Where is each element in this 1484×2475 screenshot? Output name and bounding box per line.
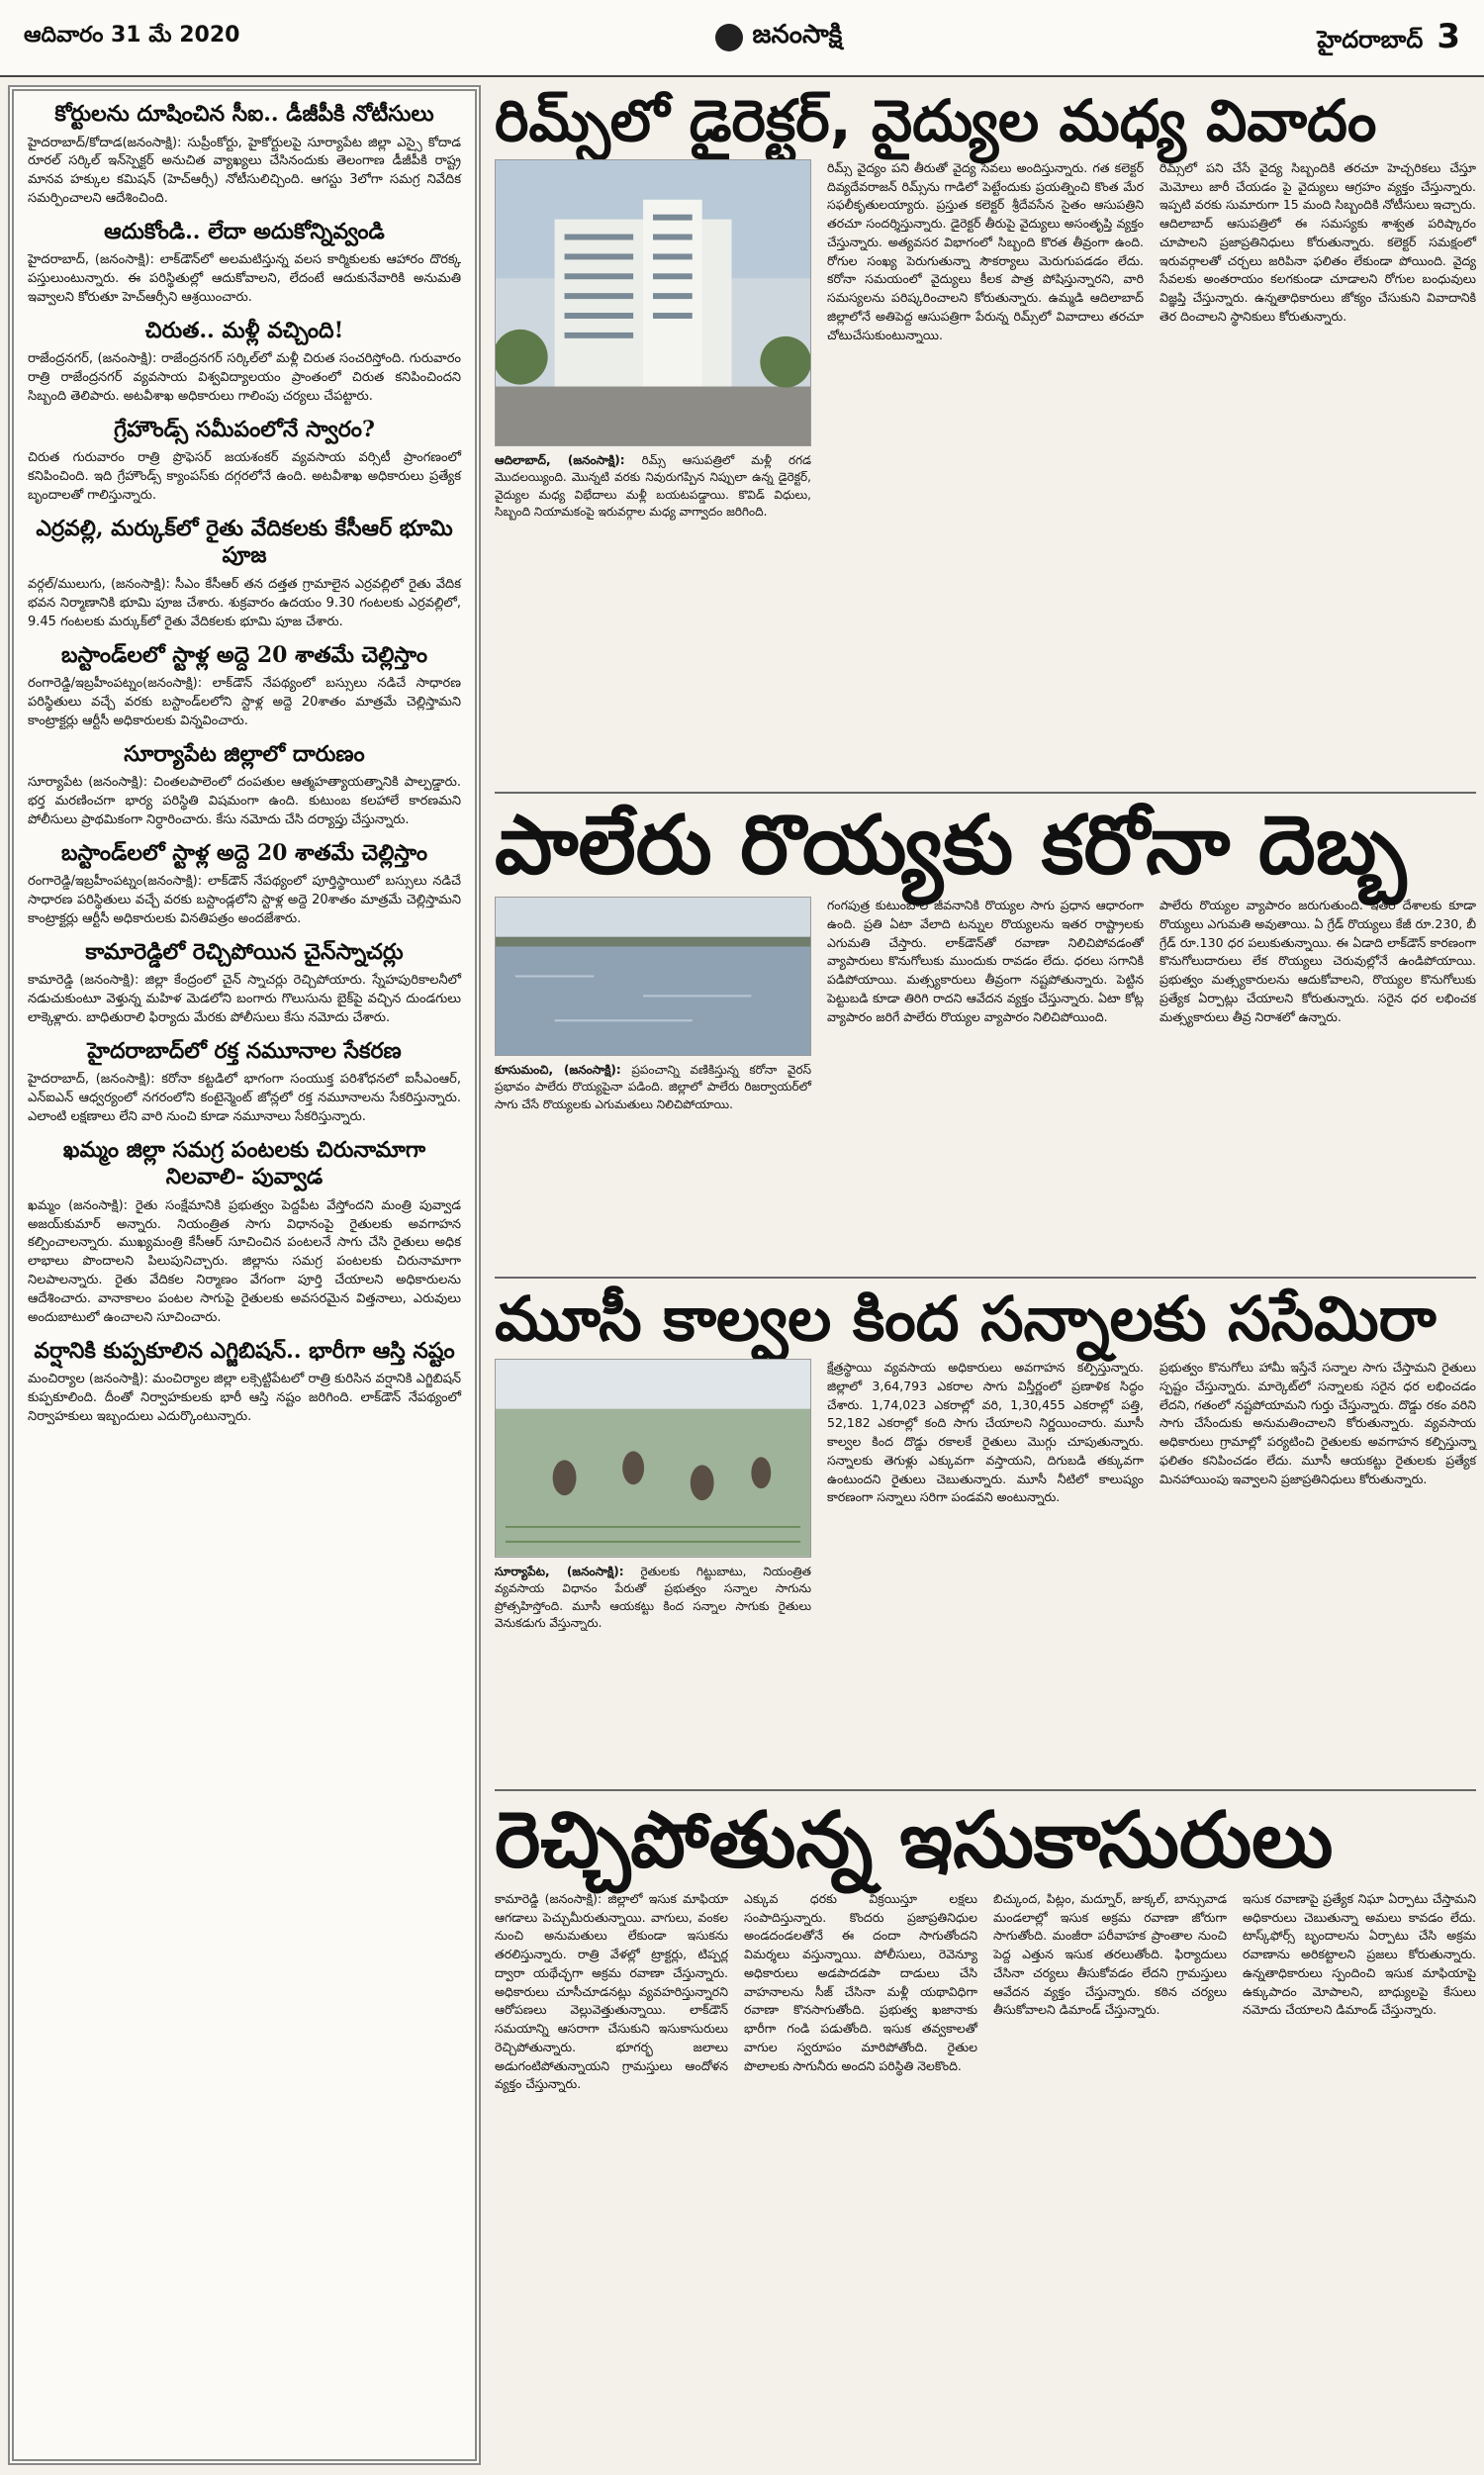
- story-divider: [495, 1789, 1476, 1791]
- brief-item: [28, 417, 461, 506]
- page-info: [1317, 17, 1460, 59]
- photo-caption: [495, 452, 811, 522]
- page-number: 3: [1437, 16, 1460, 56]
- story-text-column: రిమ్స్ వైద్యం పని తీరుతో వైద్య సేవలు అందిస్తున్నారు. గత కలెక్టర్ దివ్యదేవరాజన్ రిమ్స్‌ను గాడిలో పెట్టేందుకు ప్రయత్నించి కొంత మేర సఫలీకృతులయ్యారు. ప్రస్తుత కలెక్టర్ శ్రీదేవసేన సైతం ఆసుపత్రిని తరచూ సందర్శిస్తున్నారు. డైరెక్టర్ తీరుపై వైద్యులు అసంతృప్తి వ్యక్తం చేస్తున్నారు. అత్యవసర విభాగంలో సిబ్బంది కొరత తీవ్రంగా ఉంది. రోగుల సంఖ్య పెరుగుతున్నా సౌకర్యాలు మెరుగుపడడం లేదు. కరోనా సమయంలో వైద్యులు కీలక పాత్ర పోషిస్తున్నారని, వారి సమస్యలను పరిష్కరించాలని కోరుతున్నారు. ఉమ్మడి ఆదిలాబాద్ జిల్లాలోనే అతిపెద్ద ఆసుపత్రిగా పేరున్న రిమ్స్‌లో వివాదాలు తరచూ చోటుచేసుకుంటున్నాయి.: [827, 159, 1144, 342]
- brief-title: ఎర్రవల్లి, మర్కుక్‌లో రైతు వేదికలకు కేసీఆర్ భూమి పూజ: [36, 515, 453, 569]
- story-text-column: గంగపుత్ర కుటుంబాల జీవనానికి రొయ్యల సాగు ప్రధాన ఆధారంగా ఉంది. ప్రతి ఏటా వేలాది టన్నుల రొయ్యలను ఇతర రాష్ట్రాలకు ఎగుమతి చేస్తారు. లాక్‌డౌన్‌తో రవాణా నిలిచిపోవడంతో వ్యాపారులు కొనుగోలుకు ముందుకు రావడం లేదు. ధరలు సగానికి పడిపోయాయి. మత్స్యకారులు తీవ్రంగా నష్టపోతున్నారు. పెట్టిన పెట్టుబడి కూడా తిరిగి రాదని ఆవేదన వ్యక్తం చేస్తున్నారు. ఏటా కోట్ల వ్యాపారం జరిగే పాలేరు రొయ్యల వ్యాపారం నిలిచిపోయింది.: [827, 898, 1144, 1024]
- story-headline: మూసీ కాల్వల కింద సన్నాలకు ససేమిరా: [495, 1283, 1437, 1355]
- story-headline: రెచ్చిపోతున్న ఇసుకాసురులు: [495, 1796, 1334, 1885]
- briefs-column: [8, 85, 481, 2465]
- brief-title: కామారెడ్డిలో రెచ్చిపోయిన చైన్‌స్నాచర్లు: [85, 938, 404, 965]
- brief-item: [28, 1038, 461, 1127]
- brief-title: చిరుత.. మళ్లీ వచ్చింది!: [144, 317, 344, 343]
- brief-body: హైదరాబాద్, (జనంసాక్షి): కరోనా కట్టడిలో భాగంగా సంయుక్త పరిశోధనలో ఐసీఎంఆర్, ఎన్ఐఎన్ ఆధ్వర్యంలో నగరంలోని కంటైన్మెంట్ జోన్లలో రక్త నమూనాలను సేకరిస్తున్నారు. ఎలాంటి లక్షణాలు లేని వారి నుంచి కూడా నమూనాలు సేకరిస్తున్నారు.: [28, 1072, 461, 1124]
- story-photo-column: [495, 159, 811, 522]
- brief-body: కామారెడ్డి (జనంసాక్షి): జిల్లా కేంద్రంలో చైన్ స్నాచర్లు రెచ్చిపోయారు. స్నేహపురికాలనీలో నడుచుకుంటూ వెళ్తున్న మహిళ మెడలోని బంగారు గొలుసును బైక్‌పై వచ్చిన దుండగులు లాక్కెళ్లారు. బాధితురాలి ఫిర్యాదు మేరకు పోలీసులు కేసు నమోదు చేశారు.: [28, 973, 461, 1025]
- brief-item: [28, 516, 461, 632]
- brief-title: ఖమ్మం జిల్లా సమగ్ర పంటలకు చిరునామాగా నిలవాలి- పువ్వాడ: [62, 1136, 426, 1190]
- story-text-column: రిమ్స్‌లో పని చేసే వైద్య సిబ్బందికి తరచూ హెచ్చరికలు చేస్తూ మెమోలు జారీ చేయడం పై వైద్యులు ఆగ్రహం వ్యక్తం చేస్తున్నారు. ఇప్పటి వరకు సుమారుగా 15 మంది సిబ్బందికి నోటీసులు ఇచ్చారు. ఆదిలాబాద్ ఆసుపత్రిలో ఈ సమస్యకు శాశ్వత పరిష్కారం చూపాలని ప్రజాప్రతినిధులు కోరుతున్నారు. కలెక్టర్ సమక్షంలో ఇరువర్గాలతో చర్చలు జరిపినా ఫలితం లేకుండా పోయింది. వైద్య సేవలకు అంతరాయం కలగకుండా చూడాలని రోగుల బంధువులు విజ్ఞప్తి చేస్తున్నారు. ఉన్నతాధికారులు జోక్యం చేసుకుని వివాదానికి తెర దించాలని స్థానికులు కోరుతున్నారు.: [1159, 159, 1476, 324]
- story-photo-column: [495, 897, 811, 1113]
- brief-item: [28, 318, 461, 407]
- brief-title: బస్టాండ్‌లలో స్టాళ్ల అద్దె 20 శాతమే చెల్లిస్తాం: [60, 641, 427, 668]
- story-musi: [495, 1283, 1476, 1781]
- caption-text: రిమ్స్ ఆసుపత్రిలో మళ్లీ రగడ మొదలయ్యింది. మొన్నటి వరకు నివురుగప్పిన నిప్పులా ఉన్న డైరెక్టర్, వైద్యుల మధ్య విభేదాలు మళ్లీ బయటపడ్డాయి. కొవిడ్ విధులు, సిబ్బంది నియామకంపై ఇరువర్గాల మధ్య వాగ్వాదం జరిగింది.: [495, 453, 811, 520]
- brief-item: [28, 219, 461, 308]
- brief-body: రంగారెడ్డి/ఇబ్రహీంపట్నం(జనంసాక్షి): లాక్‌డౌన్ నేపథ్యంలో బస్సులు నడిచే సాధారణ పరిస్థితులు వచ్చే వరకు బస్టాండ్‌లలోని స్టాళ్ల అద్దె 20శాతం మాత్రమే చెల్లిస్తామని కాంట్రాక్టర్లు ఆర్టీసీ అధికారులకు విన్నవించారు.: [28, 676, 461, 728]
- brief-body: రంగారెడ్డి/ఇబ్రహీంపట్నం(జనంసాక్షి): లాక్‌డౌన్ నేపథ్యంలో పూర్తిస్థాయిలో బస్సులు నడిచే సాధారణ పరిస్థితులు వచ్చే వరకు బస్టాండ్లలోని స్టాళ్ల అద్దె 20శాతం మాత్రమే చెల్లిస్తామని కాంట్రాక్టర్లు ఆర్టీసీ అధికారులకు వినతిపత్రం అందజేశారు.: [28, 874, 461, 926]
- story-text-column: బిచ్కుంద, పిట్లం, మద్నూర్, జుక్కల్, బాన్సువాడ మండలాల్లో ఇసుక అక్రమ రవాణా జోరుగా సాగుతోంది. మంజీరా పరీవాహక ప్రాంతాల నుంచి పెద్ద ఎత్తున ఇసుక తరలుతోంది. ఫిర్యాదులు చేసినా చర్యలు తీసుకోవడం లేదని గ్రామస్తులు ఆవేదన వ్యక్తం చేస్తున్నారు. కఠిన చర్యలు తీసుకోవాలని డిమాండ్ చేస్తున్నారు.: [993, 1890, 1227, 2018]
- edition-city: హైదరాబాద్: [1317, 25, 1424, 53]
- story-text-column: ఇసుక రవాణాపై ప్రత్యేక నిఘా ఏర్పాటు చేస్తామని అధికారులు చెబుతున్నా అమలు కావడం లేదు. టాస్క్‌ఫోర్స్ బృందాలను ఏర్పాటు చేసి అక్రమ రవాణాను అరికట్టాలని ప్రజలు కోరుతున్నారు. ఉన్నతాధికారులు స్పందించి ఇసుక మాఫియాపై ఉక్కుపాదం మోపాలని, బాధ్యులపై కేసులు నమోదు చేయాలని డిమాండ్ చేస్తున్నారు.: [1243, 1890, 1476, 2018]
- story-text-column: పాలేరు రొయ్యల వ్యాపారం జరుగుతుంది. ఇతర దేశాలకు కూడా రొయ్యలు ఎగుమతి అవుతాయి. ఏ గ్రేడ్ రొయ్యలు కేజీ రూ.230, బీ గ్రేడ్ రూ.130 ధర పలుకుతున్నాయి. ఈ ఏడాది లాక్‌డౌన్ కారణంగా కొనుగోలుదారులు లేక రొయ్యలు చెరువుల్లోనే ఉండిపోయాయి. ప్రభుత్వం మత్స్యకారులను ఆదుకోవాలని, రొయ్యల కొనుగోలుకు ప్రత్యేక ఏర్పాట్లు చేయాలని కోరుతున్నారు. సరైన ధర లభించక మత్స్యకారులు తీవ్ర నిరాశలో ఉన్నారు.: [1159, 898, 1476, 1024]
- story-text-column: ఎక్కువ ధరకు విక్రయిస్తూ లక్షలు సంపాదిస్తున్నారు. కొందరు ప్రజాప్రతినిధుల అండదండలతోనే ఈ దందా సాగుతోందని విమర్శలు వస్తున్నాయి. పోలీసులు, రెవెన్యూ అధికారులు అడపాదడపా దాడులు చేసి వాహనాలను సీజ్ చేసినా మళ్లీ యథావిధిగా రవాణా కొనసాగుతోంది. ప్రభుత్వ ఖజానాకు భారీగా గండి పడుతోంది. ఇసుక తవ్వకాలతో వాగుల స్వరూపం మారిపోతోంది. రైతుల పొలాలకు సాగునీరు అందని పరిస్థితి నెలకొంది.: [744, 1890, 977, 2073]
- brief-item: [28, 939, 461, 1028]
- story-text-column: క్షేత్రస్థాయి వ్యవసాయ అధికారులు అవగాహన కల్పిస్తున్నారు. జిల్లాలో 3,64,793 ఎకరాల సాగు విస్తీర్ణంలో ప్రణాళిక సిద్ధం చేశారు. 1,74,023 ఎకరాల్లో వరి, 1,30,455 ఎకరాల్లో పత్తి, 52,182 ఎకరాల్లో కంది సాగు చేయాలని నిర్ణయించారు. మూసీ కాల్వల కింద దొడ్డు రకాలకే రైతులు మొగ్గు చూపుతున్నారు. సన్నాలకు తెగుళ్లు ఎక్కువగా వస్తాయని, దిగుబడి తక్కువగా ఉంటుందని రైతులు చెబుతున్నారు. మూసీ నీటిలో కాలుష్యం కారణంగా సన్నాలు సరిగా పండవని అంటున్నారు.: [827, 1360, 1144, 1505]
- issue-date: ఆదివారం 31 మే 2020: [24, 23, 240, 48]
- hospital-building-photo: [495, 159, 811, 446]
- brief-body: హైదరాబాద్, (జనంసాక్షి): లాక్‌డౌన్‌లో అలమటిస్తున్న వలస కార్మికులకు ఆహారం దొరక్క పస్తులుంటున్నారు. ఈ పరిస్థితుల్లో ఆదుకోవాలని, లేదంటే ఆదుకునేవారికి అనుమతి ఇవ్వాలని కోరుతూ హెచ్ఆర్సీని ఆశ్రయించారు.: [28, 252, 461, 306]
- brief-item: [28, 1137, 461, 1328]
- brief-title: వర్షానికి కుప్పకూలిన ఎగ్జిబిషన్.. భారీగా ఆస్తి నష్టం: [34, 1337, 455, 1364]
- story-rims: [495, 87, 1476, 784]
- story-divider: [495, 1277, 1476, 1279]
- story-paleru: [495, 799, 1476, 1269]
- story-sand-mafia: [495, 1796, 1476, 2464]
- masthead-logo-icon: [715, 24, 743, 51]
- page-header: [0, 0, 1484, 77]
- story-text-column: ప్రభుత్వం కొనుగోలు హామీ ఇస్తేనే సన్నాల సాగు చేస్తామని రైతులు స్పష్టం చేస్తున్నారు. మార్కెట్‌లో సన్నాలకు సరైన ధర లభించడం లేదని, గతంలో నష్టపోయామని గుర్తు చేస్తున్నారు. దొడ్డు రకం వరిని సాగు చేసేందుకు అనుమతించాలని కోరుతున్నారు. వ్యవసాయ అధికారులు గ్రామాల్లో పర్యటించి రైతులకు అవగాహన కల్పిస్తున్నా ఫలితం కనిపించడం లేదు. మూసీ ఆయకట్టు రైతులకు ప్రత్యేక మినహాయింపు ఇవ్వాలని ప్రజాప్రతినిధులు కోరుతున్నారు.: [1159, 1360, 1476, 1486]
- paddy-field-photo: [495, 1359, 811, 1558]
- caption-place: కూసుమంచి, (జనంసాక్షి):: [495, 1063, 621, 1078]
- brief-title: కోర్టులను దూషించిన సీఐ.. డీజీపీకి నోటీసులు: [54, 101, 434, 127]
- photo-caption: [495, 1062, 811, 1113]
- caption-text: ప్రపంచాన్ని వణికిస్తున్న కరోనా వైరస్ ప్రభావం పాలేరు రొయ్యపైనా పడింది. జిల్లాలో పాలేరు రిజర్వాయర్‌లో సాగు చేసే రొయ్యలకు ఎగుమతులు నిలిచిపోయాయి.: [495, 1063, 811, 1111]
- photo-caption: [495, 1564, 811, 1633]
- brief-item: [28, 642, 461, 731]
- brief-body: మంచిర్యాల (జనంసాక్షి): మంచిర్యాల జిల్లా లక్సెట్టిపేటలో రాత్రి కురిసిన వర్షానికి ఎగ్జిబిషన్ కుప్పకూలింది. దీంతో నిర్వాహకులకు భారీ ఆస్తి నష్టం జరిగింది. లాక్‌డౌన్ నేపథ్యంలో నిర్వాహకులు ఇబ్బందులు ఎదుర్కొంటున్నారు.: [28, 1372, 461, 1424]
- brief-title: బస్టాండ్‌లలో స్టాళ్ల అద్దె 20 శాతమే చెల్లిస్తాం: [60, 839, 427, 866]
- brief-title: ఆదుకోండి.. లేదా అదుకోన్నివ్వండి: [104, 218, 385, 244]
- brief-title: గ్రేహౌండ్స్ సమీపంలోనే స్వారం?: [114, 416, 375, 442]
- masthead-title: జనంసాక్షి: [752, 20, 843, 49]
- caption-text: రైతులకు గిట్టుబాటు, నియంత్రిత వ్యవసాయ విధానం పేరుతో ప్రభుత్వం సన్నాల సాగును ప్రోత్సహిస్తోంది. మూసీ ఆయకట్టు కింద సన్నాల సాగుకు రైతులు వెనుకడుగు వేస్తున్నారు.: [495, 1564, 811, 1631]
- story-headline: రిమ్స్‌లో డైరెక్టర్, వైద్యుల మధ్య వివాదం: [495, 87, 1377, 154]
- brief-item: [28, 1338, 461, 1427]
- story-photo-column: [495, 1359, 811, 1632]
- brief-item: [28, 741, 461, 830]
- brief-body: వర్గల్/ములుగు, (జనంసాక్షి): సీఎం కేసీఆర్ తన దత్తత గ్రామాలైన ఎర్రవల్లిలో రైతు వేదిక భవన నిర్మాణానికి భూమి పూజ చేశారు. శుక్రవారం ఉదయం 9.30 గంటలకు ఎర్రవల్లిలో, 9.45 గంటలకు మర్కుక్‌లో రైతు వేదికలకు భూమి పూజ చేశారు.: [28, 576, 461, 629]
- story-text-column: కామారెడ్డి (జనంసాక్షి): జిల్లాలో ఇసుక మాఫియా ఆగడాలు పెచ్చుమీరుతున్నాయి. వాగులు, వంకల నుంచి అనుమతులు లేకుండా ఇసుకను తరలిస్తున్నారు. రాత్రి వేళల్లో ట్రాక్టర్లు, టిప్పర్ల ద్వారా యథేచ్ఛగా అక్రమ రవాణా చేస్తున్నారు. అధికారులు చూసీచూడనట్లు వ్యవహరిస్తున్నారని ఆరోపణలు వెల్లువెత్తుతున్నాయి. లాక్‌డౌన్ సమయాన్ని ఆసరాగా చేసుకుని ఇసుకాసురులు రెచ్చిపోతున్నారు. భూగర్భ జలాలు అడుగంటిపోతున్నాయని గ్రామస్తులు ఆందోళన వ్యక్తం చేస్తున్నారు.: [495, 1890, 728, 2092]
- brief-title: హైదరాబాద్‌లో రక్త నమూనాల సేకరణ: [87, 1037, 402, 1064]
- caption-place: సూర్యాపేట, (జనంసాక్షి):: [495, 1564, 624, 1578]
- brief-item: [28, 840, 461, 929]
- brief-body: చిరుత గురువారం రాత్రి ప్రొఫెసర్ జయశంకర్ వ్యవసాయ వర్సిటీ ప్రాంగణంలో కనిపించింది. ఇది గ్రేహౌండ్స్ క్యాంపస్‌కు దగ్గరలోనే ఉంది. అటవీశాఖ అధికారులు ప్రత్యేక బృందాలతో గాలిస్తున్నారు.: [28, 450, 461, 504]
- brief-body: హైదరాబాద్‌/కోదాడ(జనంసాక్షి): సుప్రీంకోర్టు, హైకోర్టులపై సూర్యాపేట జిల్లా ఎస్సై కోదాడ రూరల్ సర్కిల్ ఇన్‌స్పెక్టర్ అనుచిత వ్యాఖ్యలు చేసినందుకు తెలంగాణ డీజీపీకి రాష్ట్ర మానవ హక్కుల కమిషన్ (హెచ్ఆర్సీ) నోటీసులిచ్చింది. ఆగస్టు 3లోగా సమగ్ర నివేదిక సమర్పించాలని ఆదేశించింది.: [28, 135, 461, 207]
- brief-body: రాజేంద్రనగర్, (జనంసాక్షి): రాజేంద్రనగర్ సర్కిల్‌లో మళ్లీ చిరుత సంచరిస్తోంది. గురువారం రాత్రి రాజేంద్రనగర్ వ్యవసాయ విశ్వవిద్యాలయం ప్రాంతంలో చిరుత కనిపించిందని సిబ్బంది తెలిపారు. అటవీశాఖ అధికారులు గాలింపు చర్యలు చేపట్టారు.: [28, 351, 461, 405]
- caption-place: ఆదిలాబాద్, (జనంసాక్షి):: [495, 453, 625, 468]
- masthead: [715, 20, 843, 55]
- story-divider: [495, 792, 1476, 794]
- brief-item: [28, 101, 461, 209]
- brief-body: సూర్యాపేట (జనంసాక్షి): చింతలపాలెంలో దంపతుల ఆత్మహత్యాయత్నానికి పాల్పడ్డారు. భర్త మరణించగా భార్య పరిస్థితి విషమంగా ఉంది. కుటుంబ కలహాలే కారణమని పోలీసులు ప్రాథమికంగా నిర్ధారించారు. కేసు నమోదు చేసి దర్యాప్తు చేస్తున్నారు.: [28, 775, 461, 827]
- story-headline: పాలేరు రొయ్యకు కరోనా దెబ్బ: [495, 799, 1407, 893]
- brief-body: ఖమ్మం (జనంసాక్షి): రైతు సంక్షేమానికి ప్రభుత్వం పెద్దపీట వేస్తోందని మంత్రి పువ్వాడ అజయ్‌కుమార్ అన్నారు. నియంత్రిత సాగు విధానంపై రైతులకు అవగాహన కల్పించాలన్నారు. ముఖ్యమంత్రి కేసీఆర్ సూచించిన పంటలనే సాగు చేసి రైతులు అధిక లాభాలు పొందాలని పిలుపునిచ్చారు. జిల్లాను సమగ్ర పంటలకు చిరునామాగా నిలపాలన్నారు. రైతు వేదికల నిర్మాణం వేగంగా పూర్తి చేయాలని అధికారులను ఆదేశించారు. వానాకాలం పంటల సాగుపై రైతులకు అవసరమైన విత్తనాలు, ఎరువులు అందుబాటులో ఉంచాలని సూచించారు.: [28, 1197, 461, 1325]
- reservoir-photo: [495, 897, 811, 1056]
- brief-title: సూర్యాపేట జిల్లాలో దారుణం: [124, 740, 365, 767]
